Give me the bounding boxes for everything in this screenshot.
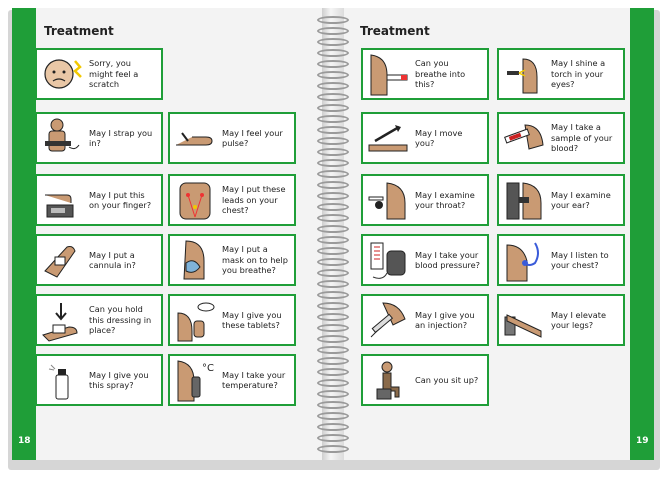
card-text: May I put a mask on to help you breathe? [222,244,288,276]
binding-ring [317,192,349,200]
card-chest-leads[interactable] [168,174,296,226]
blood-pressure-icon [365,237,411,283]
binding-ring [317,170,349,178]
spray-bottle-icon [39,357,85,403]
page-number-left: 18 [18,436,31,446]
card-throat-exam[interactable] [361,174,489,226]
card-text: May I feel your pulse? [222,127,283,148]
card-text: May I give you these tablets? [222,309,282,330]
ear-exam-icon [501,177,547,223]
card-finger-monitor[interactable] [35,174,163,226]
cannula-hand-icon [39,237,85,283]
move-patient-icon [365,115,411,161]
binding-ring [317,159,349,167]
binding-ring [317,269,349,277]
binding-ring [317,291,349,299]
card-oxygen-mask[interactable] [168,234,296,286]
binding-ring [317,115,349,123]
pulse-wrist-icon [172,115,218,161]
binding-ring [317,16,349,24]
torch-eyes-icon [501,51,547,97]
blood-sample-icon [501,115,547,161]
binding-ring [317,423,349,431]
binding-ring [317,368,349,376]
card-breathe-into[interactable] [361,48,489,100]
face-scratch-icon [39,51,85,97]
binding-ring [317,60,349,68]
oxygen-mask-icon [172,237,218,283]
binding-ring [317,82,349,90]
strap-in-icon [39,115,85,161]
binding-ring [317,346,349,354]
card-text: May I examine your throat? [415,189,475,210]
binding-ring [317,313,349,321]
thermometer-icon [172,357,218,403]
card-text: May I take your temperature? [222,369,286,390]
binding-ring [317,247,349,255]
card-text: May I examine your ear? [551,189,611,210]
binding-ring [317,126,349,134]
card-text: Sorry, you might feel a scratch [89,58,139,90]
card-chest-listen[interactable] [497,234,625,286]
card-text: May I elevate your legs? [551,309,607,330]
breathe-tube-icon [365,51,411,97]
binding-ring [317,412,349,420]
card-text: May I put these leads on your chest? [222,184,286,216]
card-text: May I give you this spray? [89,369,149,390]
binding-ring [317,104,349,112]
card-tablets[interactable] [168,294,296,346]
card-text: Can you sit up? [415,374,479,385]
card-text: May I strap you in? [89,127,153,148]
binding-ring [317,434,349,442]
binding-ring [317,225,349,233]
binding-ring [317,379,349,387]
card-text: Can you breathe into this? [415,58,466,90]
binding-ring [317,258,349,266]
card-temperature[interactable] [168,354,296,406]
finger-monitor-icon [39,177,85,223]
card-move[interactable] [361,112,489,164]
card-text: May I take your blood pressure? [415,249,480,270]
binding-ring [317,137,349,145]
binding-ring [317,27,349,35]
card-blood-sample[interactable] [497,112,625,164]
sit-up-icon [365,357,411,403]
tablets-icon [172,297,218,343]
card-scratch[interactable] [35,48,163,100]
binding-ring [317,236,349,244]
binding-ring [317,280,349,288]
binding-ring [317,357,349,365]
throat-exam-icon [365,177,411,223]
card-pulse[interactable] [168,112,296,164]
binding-ring [317,93,349,101]
dressing-icon [39,297,85,343]
binding-ring [317,38,349,46]
card-text: May I take a sample of your blood? [551,122,613,154]
card-dressing[interactable] [35,294,163,346]
card-sit-up[interactable] [361,354,489,406]
card-blood-pressure[interactable] [361,234,489,286]
elevate-legs-icon [501,297,547,343]
binding-ring [317,203,349,211]
card-cannula[interactable] [35,234,163,286]
card-spray[interactable] [35,354,163,406]
left-page-edge-band [12,8,36,460]
binding-ring [317,214,349,222]
right-page-title: Treatment [360,24,430,38]
binding-ring [317,148,349,156]
card-ear-exam[interactable] [497,174,625,226]
binding-ring [317,335,349,343]
binding-ring [317,49,349,57]
left-page-title: Treatment [44,24,114,38]
card-text: May I shine a torch in your eyes? [551,58,606,90]
chest-leads-icon [172,177,218,223]
page-number-right: 19 [636,436,649,446]
card-text: May I listen to your chest? [551,249,609,270]
injection-icon [365,297,411,343]
svg-text:°C: °C [202,363,214,374]
binding-ring [317,401,349,409]
binding-ring [317,390,349,398]
card-torch-eyes[interactable] [497,48,625,100]
binding-ring [317,71,349,79]
right-page-edge-band [630,8,654,460]
card-text: May I move you? [415,127,463,148]
card-injection[interactable] [361,294,489,346]
binding-ring [317,324,349,332]
card-strap-in[interactable] [35,112,163,164]
card-text: May I put this on your finger? [89,189,152,210]
card-text: May I put a cannula in? [89,249,136,270]
card-text: May I give you an injection? [415,309,475,330]
binding-ring [317,302,349,310]
binding-ring [317,181,349,189]
stethoscope-icon [501,237,547,283]
card-text: Can you hold this dressing in place? [89,304,152,336]
binding-ring [317,445,349,453]
card-elevate-legs[interactable] [497,294,625,346]
